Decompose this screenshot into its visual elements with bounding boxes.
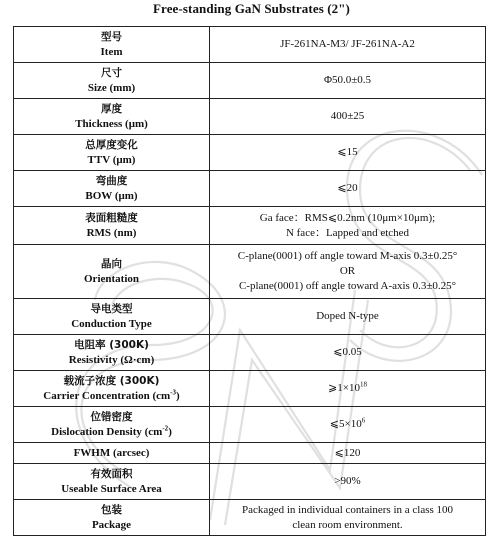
label-english: FWHM (arcsec) bbox=[73, 446, 150, 459]
value-line: Packaged in individual containers in a class 100 bbox=[241, 503, 454, 516]
table-row bbox=[14, 500, 486, 536]
label-chinese: 厚度 bbox=[101, 102, 122, 115]
label-chinese: 总厚度变化 bbox=[85, 138, 138, 151]
label-english-base: Dislocation Density (cm bbox=[51, 425, 163, 438]
value-exponent: 18 bbox=[359, 380, 367, 389]
value-line: ⩽20 bbox=[337, 182, 358, 194]
label-chinese: 电阻率 (300K) bbox=[74, 338, 149, 351]
row-value bbox=[210, 464, 486, 500]
row-label bbox=[14, 207, 210, 245]
value-line: ⩽15 bbox=[337, 146, 358, 158]
value-line: ⩽120 bbox=[334, 446, 361, 459]
row-value bbox=[210, 299, 486, 335]
label-chinese: 位错密度 bbox=[90, 410, 133, 423]
row-label bbox=[14, 99, 210, 135]
row-label bbox=[14, 135, 210, 171]
value-line: clean room environment. bbox=[292, 518, 403, 531]
label-english: Orientation bbox=[84, 272, 139, 285]
label-chinese: 晶向 bbox=[101, 257, 122, 270]
label-english-tail: ) bbox=[176, 389, 180, 402]
row-value bbox=[210, 443, 486, 464]
row-value bbox=[210, 63, 486, 99]
row-value bbox=[210, 27, 486, 63]
label-english: Thickness (μm) bbox=[75, 117, 148, 130]
value-exponent: 6 bbox=[361, 416, 366, 425]
label-chinese: 导电类型 bbox=[90, 302, 133, 315]
row-label bbox=[14, 335, 210, 371]
value-line: C-plane(0001) off angle toward A-axis 0.3±0.25° bbox=[238, 280, 457, 292]
label-chinese: 尺寸 bbox=[101, 66, 122, 79]
label-english bbox=[16, 389, 207, 404]
value-line: JF-261NA-M3/ JF-261NA-A2 bbox=[280, 38, 415, 50]
table-row bbox=[14, 63, 486, 99]
label-english: Size (mm) bbox=[87, 81, 136, 94]
row-value bbox=[210, 245, 486, 299]
label-chinese: 型号 bbox=[101, 30, 122, 43]
value-base: ⩾1×10 bbox=[328, 382, 360, 394]
row-value bbox=[210, 99, 486, 135]
value-line: OR bbox=[339, 265, 356, 277]
row-value bbox=[210, 335, 486, 371]
row-value bbox=[210, 407, 486, 443]
table-row bbox=[14, 407, 486, 443]
label-english: Package bbox=[91, 518, 132, 531]
label-english: BOW (μm) bbox=[85, 189, 138, 202]
page-title: Free-standing GaN Substrates (2") bbox=[153, 1, 350, 16]
table-row bbox=[14, 135, 486, 171]
table-row bbox=[14, 207, 486, 245]
label-english: Resistivity (Ω·cm) bbox=[68, 353, 155, 366]
table-row bbox=[14, 464, 486, 500]
table-row bbox=[14, 371, 486, 407]
value-line: Φ50.0±0.5 bbox=[323, 74, 372, 86]
table-row bbox=[14, 99, 486, 135]
row-label bbox=[14, 500, 210, 536]
label-chinese: 表面粗糙度 bbox=[85, 211, 138, 224]
table-row bbox=[14, 171, 486, 207]
value-line: >90% bbox=[334, 475, 361, 487]
row-label bbox=[14, 245, 210, 299]
row-label bbox=[14, 171, 210, 207]
label-english: RMS (nm) bbox=[86, 226, 137, 239]
row-value bbox=[210, 371, 486, 407]
value-base: ⩽5×10 bbox=[329, 418, 362, 430]
value-line: 400±25 bbox=[330, 110, 365, 122]
row-value bbox=[210, 135, 486, 171]
row-label bbox=[14, 443, 210, 464]
row-label bbox=[14, 407, 210, 443]
label-chinese: 载流子浓度 (300K) bbox=[63, 374, 160, 387]
label-chinese: 弯曲度 bbox=[95, 174, 128, 187]
table-row bbox=[14, 299, 486, 335]
label-english-exponent: -2 bbox=[162, 423, 169, 432]
row-value bbox=[210, 500, 486, 536]
label-english: Useable Surface Area bbox=[61, 482, 162, 495]
label-english: TTV (μm) bbox=[87, 153, 136, 166]
label-english-base: Carrier Concentration (cm bbox=[43, 389, 171, 402]
label-english-exponent: -3 bbox=[170, 387, 177, 396]
row-value bbox=[210, 171, 486, 207]
value-line: Doped N-type bbox=[316, 310, 379, 322]
row-label bbox=[14, 464, 210, 500]
spec-table bbox=[13, 26, 486, 536]
value-line: N face：Lapped and etched bbox=[285, 226, 410, 239]
label-english: Item bbox=[100, 45, 123, 58]
value-line: C-plane(0001) off angle toward M-axis 0.3±0.25° bbox=[237, 250, 458, 262]
table-row bbox=[14, 335, 486, 371]
row-label bbox=[14, 299, 210, 335]
label-chinese: 有效面积 bbox=[90, 467, 133, 480]
row-label bbox=[14, 27, 210, 63]
value-line: Ga face：RMS⩽0.2nm (10μm×10μm); bbox=[259, 211, 436, 224]
label-chinese: 包装 bbox=[101, 503, 122, 516]
label-english-tail: ) bbox=[168, 425, 172, 438]
table-row bbox=[14, 27, 486, 63]
row-value bbox=[210, 207, 486, 245]
row-label bbox=[14, 371, 210, 407]
table-row bbox=[14, 443, 486, 464]
row-label bbox=[14, 63, 210, 99]
label-english: Conduction Type bbox=[71, 317, 152, 330]
label-english bbox=[16, 425, 207, 440]
table-row bbox=[14, 245, 486, 299]
value-line: ⩽0.05 bbox=[333, 346, 362, 358]
